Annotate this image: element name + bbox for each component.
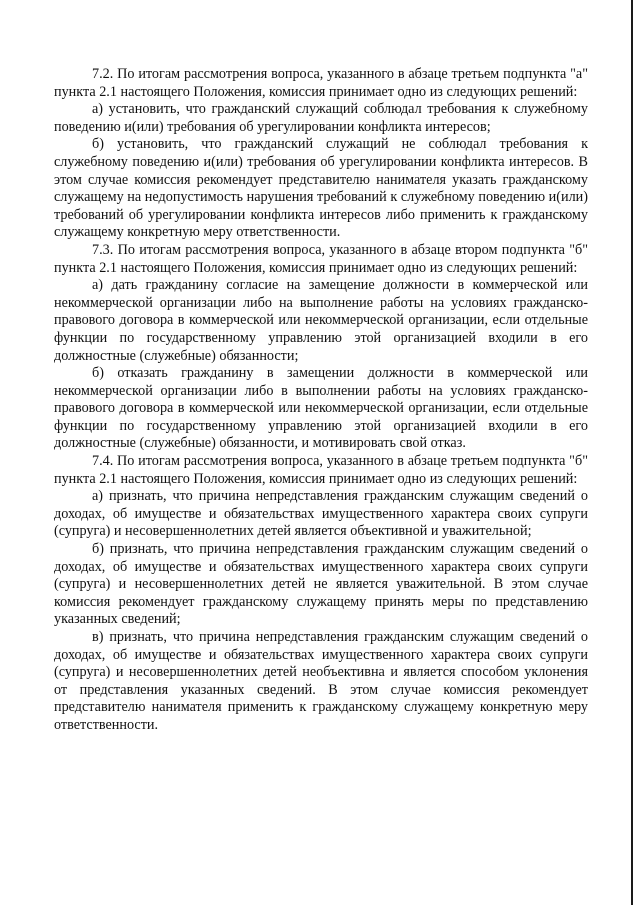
paragraph-7-3: 7.3. По итогам рассмотрения вопроса, указанного в абзаце втором подпункта "б" пункта 2.1 настоящего Положения, комиссия принимает одно из следующих решений: (54, 241, 588, 276)
paragraph-7-2: 7.2. По итогам рассмотрения вопроса, указанного в абзаце третьем подпункта "а" пункта 2.1 настоящего Положения, комиссия принимает одно из следующих решений: (54, 66, 588, 100)
paragraph-7-4-c: в) признать, что причина непредставления гражданским служащим сведений о доходах, об имуществе и обязательствах имущественного характера своих супруги (супруга) и несовершеннолетних детей необъективна и является способом уклонения от представления указанных сведений. В этом случае комиссия рекомендует представителю нанимателя применить к гражданскому служащему конкретную меру ответственности. (54, 629, 588, 733)
paragraph-7-4-a: а) признать, что причина непредставления гражданским служащим сведений о доходах, об имуществе и обязательствах имущественного характера своих супруги (супруга) и несовершеннолетних детей является объективной и уважительной; (54, 488, 588, 540)
paragraph-7-4: 7.4. По итогам рассмотрения вопроса, указанного в абзаце третьем подпункта "б" пункта 2.1 настоящего Положения, комиссия принимает одно из следующих решений: (54, 453, 588, 487)
document-body (54, 66, 588, 735)
paragraph-7-4-b: б) признать, что причина непредставления гражданским служащим сведений о доходах, об имуществе и обязательствах имущественного характера своих супруги (супруга) и несовершеннолетних детей не является уважительной. В этом случае комиссия рекомендует гражданскому служащему принять меры по представлению указанных сведений; (54, 541, 588, 628)
scan-edge-line (631, 0, 633, 905)
paragraph-7-2-b: б) установить, что гражданский служащий не соблюдал требования к служебному поведению и(или) требования об урегулировании конфликта интересов. В этом случае комиссия рекомендует представителю нанимателя указать гражданскому служащему на недопустимость нарушения требований к служебному поведению и(или) требований об урегулировании конфликта интересов либо применить к гражданскому служащему конкретную меру ответственности. (54, 136, 588, 241)
paragraph-7-3-a: а) дать гражданину согласие на замещение должности в коммерческой или некоммерческой организации либо на выполнение работы на условиях гражданско-правового договора в коммерческой или некоммерческой организации, если отдельные функции по государственному управлению этой организацией входили в его должностные (служебные) обязанности; (54, 277, 588, 364)
paragraph-7-2-a: а) установить, что гражданский служащий соблюдал требования к служебному поведению и(или) требования об урегулировании конфликта интересов; (54, 101, 588, 135)
paragraph-7-3-b: б) отказать гражданину в замещении должности в коммерческой или некоммерческой организации либо в выполнении работы на условиях гражданско-правового договора в коммерческой или некоммерческой организации, если отдельные функции по государственному управлению этой организацией входили в его должностные (служебные) обязанности, и мотивировать свой отказ. (54, 365, 588, 452)
